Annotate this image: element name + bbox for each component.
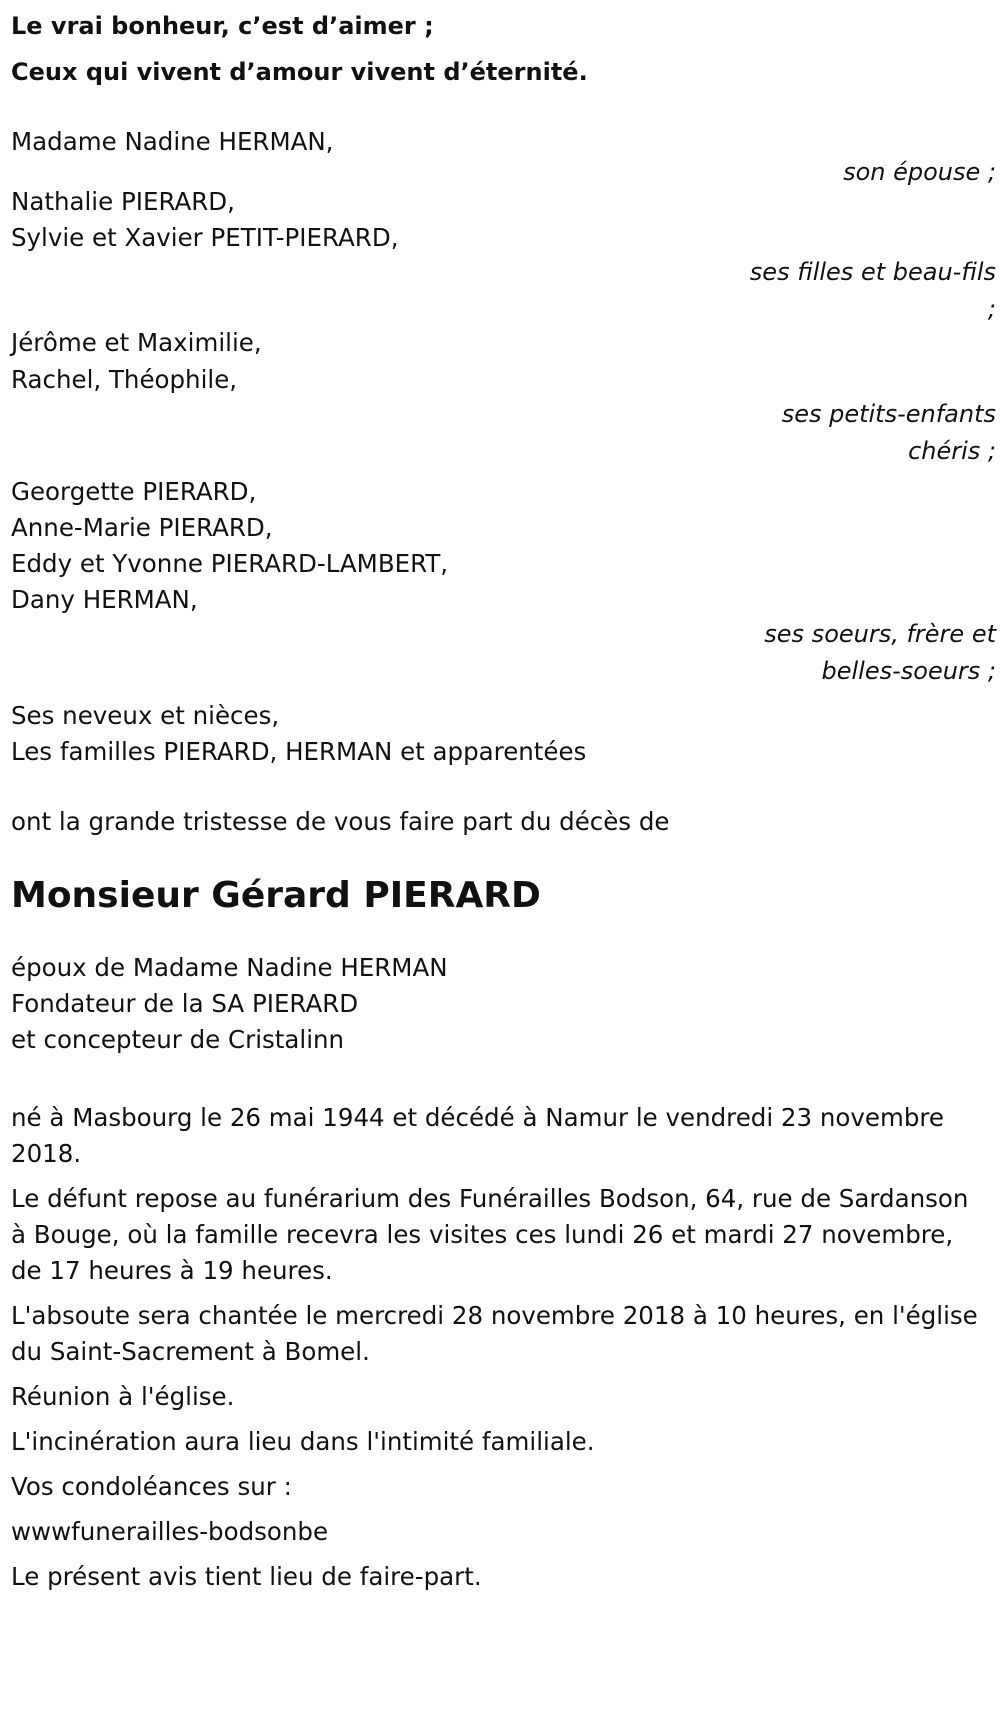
family-relation (11, 396, 996, 470)
family-relation (11, 616, 996, 690)
condolences-website-link[interactable]: wwwfunerailles-bodsonbe (11, 1517, 329, 1546)
relation-line: ; (987, 295, 996, 323)
epigraph-line-1: Le vrai bonheur, c’est d’aimer ; (11, 12, 434, 40)
family-group-daughters (11, 184, 996, 328)
epigraph (11, 0, 996, 98)
meeting-text: Réunion à l'église. (11, 1382, 235, 1411)
family-group-siblings (11, 474, 996, 690)
funeral-details (11, 1100, 986, 1595)
relation-line: chéris ; (908, 437, 996, 465)
family-group-grandchildren (11, 324, 996, 470)
extended-family-line: Ses neveux et nièces, (11, 701, 280, 730)
announcement-text: ont la grande tristesse de vous faire part du décès de (11, 807, 670, 836)
family-group-spouse (11, 124, 996, 192)
obituary-notice (11, 0, 996, 1595)
family-name: Eddy et Yvonne PIERARD-LAMBERT, (11, 549, 449, 578)
relation-line: ses petits-enfants (781, 400, 996, 428)
service-text: L'absoute sera chantée le mercredi 28 novembre 2018 à 10 heures, en l'église du Saint-Sacrement à Bomel. (11, 1301, 978, 1366)
relation-line: ses soeurs, frère et (764, 620, 996, 648)
deceased-titles (11, 950, 996, 1058)
deceased-title-line: Fondateur de la SA PIERARD (11, 989, 359, 1018)
extended-family-line: Les familles PIERARD, HERMAN et apparentées (11, 737, 587, 766)
family-relation (11, 254, 996, 328)
family-name: Nathalie PIERARD, (11, 187, 235, 216)
notice-footer-text: Le présent avis tient lieu de faire-part. (11, 1562, 482, 1591)
family-name: Madame Nadine HERMAN, (11, 127, 334, 156)
epigraph-line-2: Ceux qui vivent d’amour vivent d’éternité. (11, 58, 588, 86)
relation-line: son épouse ; (843, 158, 996, 186)
family-name: Jérôme et Maximilie, (11, 328, 262, 357)
cremation-text: L'incinération aura lieu dans l'intimité familiale. (11, 1427, 595, 1456)
family-list (11, 124, 996, 770)
deceased-name: Monsieur Gérard PIERARD (11, 875, 541, 916)
relation-line: belles-soeurs ; (821, 657, 996, 685)
family-name: Anne-Marie PIERARD, (11, 513, 273, 542)
family-names (11, 324, 996, 398)
deceased-title-line: et concepteur de Cristalinn (11, 1025, 345, 1054)
family-name: Rachel, Théophile, (11, 365, 238, 394)
family-name: Sylvie et Xavier PETIT-PIERARD, (11, 223, 399, 252)
condolences-label: Vos condoléances sur : (11, 1472, 292, 1501)
deceased-title-line: époux de Madame Nadine HERMAN (11, 953, 448, 982)
visitation-text: Le défunt repose au funérarium des Funérailles Bodson, 64, rue de Sardanson à Bouge, où la famille recevra les visites ces lundi 26 et mardi 27 novembre, de 17 heures à 19 heures. (11, 1184, 969, 1285)
family-name: Dany HERMAN, (11, 585, 198, 614)
family-names (11, 184, 996, 256)
birth-death-text: né à Masbourg le 26 mai 1944 et décédé à Namur le vendredi 23 novembre 2018. (11, 1103, 944, 1168)
family-name: Georgette PIERARD, (11, 477, 257, 506)
family-names (11, 474, 996, 618)
extended-family (11, 698, 996, 770)
relation-line: ses filles et beau-fils (749, 258, 996, 286)
